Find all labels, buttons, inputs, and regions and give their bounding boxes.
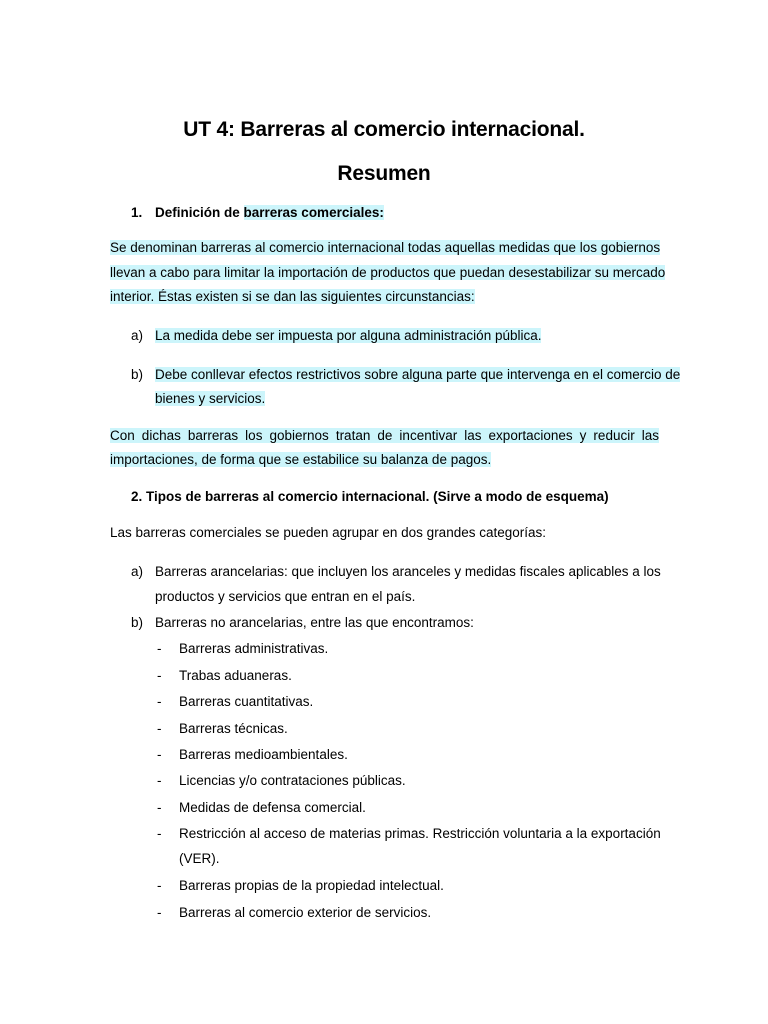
- document-subtitle: Resumen: [337, 162, 431, 185]
- dash-marker: -: [157, 747, 162, 762]
- paragraph-line: llevan a cabo para limitar la importación de productos que puedan desestabilizar su mercado: [110, 265, 666, 280]
- list-item-text: Barreras no arancelarias, entre las que encontramos:: [155, 615, 474, 630]
- sub-list-item-continuation: (VER).: [179, 851, 220, 866]
- section-2-heading: 2. Tipos de barreras al comercio internacional. (Sirve a modo de esquema): [131, 489, 609, 504]
- sub-list-item: Medidas de defensa comercial.: [179, 800, 366, 815]
- dash-marker: -: [157, 800, 162, 815]
- section-1-heading-highlight: barreras comerciales:: [243, 205, 384, 220]
- list-item-text: Barreras arancelarias: que incluyen los aranceles y medidas fiscales aplicables a los: [155, 564, 661, 579]
- dash-marker: -: [157, 826, 162, 841]
- document-title: UT 4: Barreras al comercio internacional.: [183, 118, 585, 141]
- list-item-text: productos y servicios que entran en el país.: [155, 589, 416, 604]
- section-1-heading: [155, 204, 384, 222]
- list-item-text: La medida debe ser impuesta por alguna administración pública.: [155, 328, 542, 343]
- section-2-intro: Las barreras comerciales se pueden agrupar en dos grandes categorías:: [110, 525, 547, 540]
- sub-list-item: Licencias y/o contrataciones públicas.: [179, 773, 406, 788]
- sub-list-item: Barreras administrativas.: [179, 641, 329, 656]
- paragraph-line: importaciones, de forma que se estabilice su balanza de pagos.: [110, 452, 492, 467]
- paragraph-line: Con dichas barreras los gobiernos tratan de incentivar las exportaciones y reducir las: [110, 428, 659, 443]
- dash-marker: -: [157, 721, 162, 736]
- sub-list-item: Restricción al acceso de materias primas. Restricción voluntaria a la exportación: [179, 826, 661, 841]
- dash-marker: -: [157, 878, 162, 893]
- list-item-text: Debe conllevar efectos restrictivos sobre alguna parte que intervenga en el comercio de: [155, 367, 681, 382]
- section-1-heading-prefix: Definición de: [155, 205, 244, 220]
- dash-marker: -: [157, 641, 162, 656]
- sub-list-item: Barreras cuantitativas.: [179, 694, 314, 709]
- dash-marker: -: [157, 905, 162, 920]
- paragraph-line: interior. Éstas existen si se dan las siguientes circunstancias:: [110, 289, 475, 304]
- sub-list-item: Barreras al comercio exterior de servicios.: [179, 905, 432, 920]
- section-1-number: 1.: [131, 205, 143, 220]
- list-marker: a): [131, 564, 144, 579]
- paragraph-line: Se denominan barreras al comercio internacional todas aquellas medidas que los gobiernos: [110, 240, 661, 255]
- sub-list-item: Barreras propias de la propiedad intelectual.: [179, 878, 444, 893]
- dash-marker: -: [157, 773, 162, 788]
- sub-list-item: Trabas aduaneras.: [179, 668, 292, 683]
- sub-list-item: Barreras medioambientales.: [179, 747, 348, 762]
- dash-marker: -: [157, 668, 162, 683]
- list-marker: a): [131, 328, 144, 343]
- dash-marker: -: [157, 694, 162, 709]
- list-item-text: bienes y servicios.: [155, 391, 266, 406]
- list-marker: b): [131, 615, 144, 630]
- sub-list-item: Barreras técnicas.: [179, 721, 288, 736]
- list-marker: b): [131, 367, 144, 382]
